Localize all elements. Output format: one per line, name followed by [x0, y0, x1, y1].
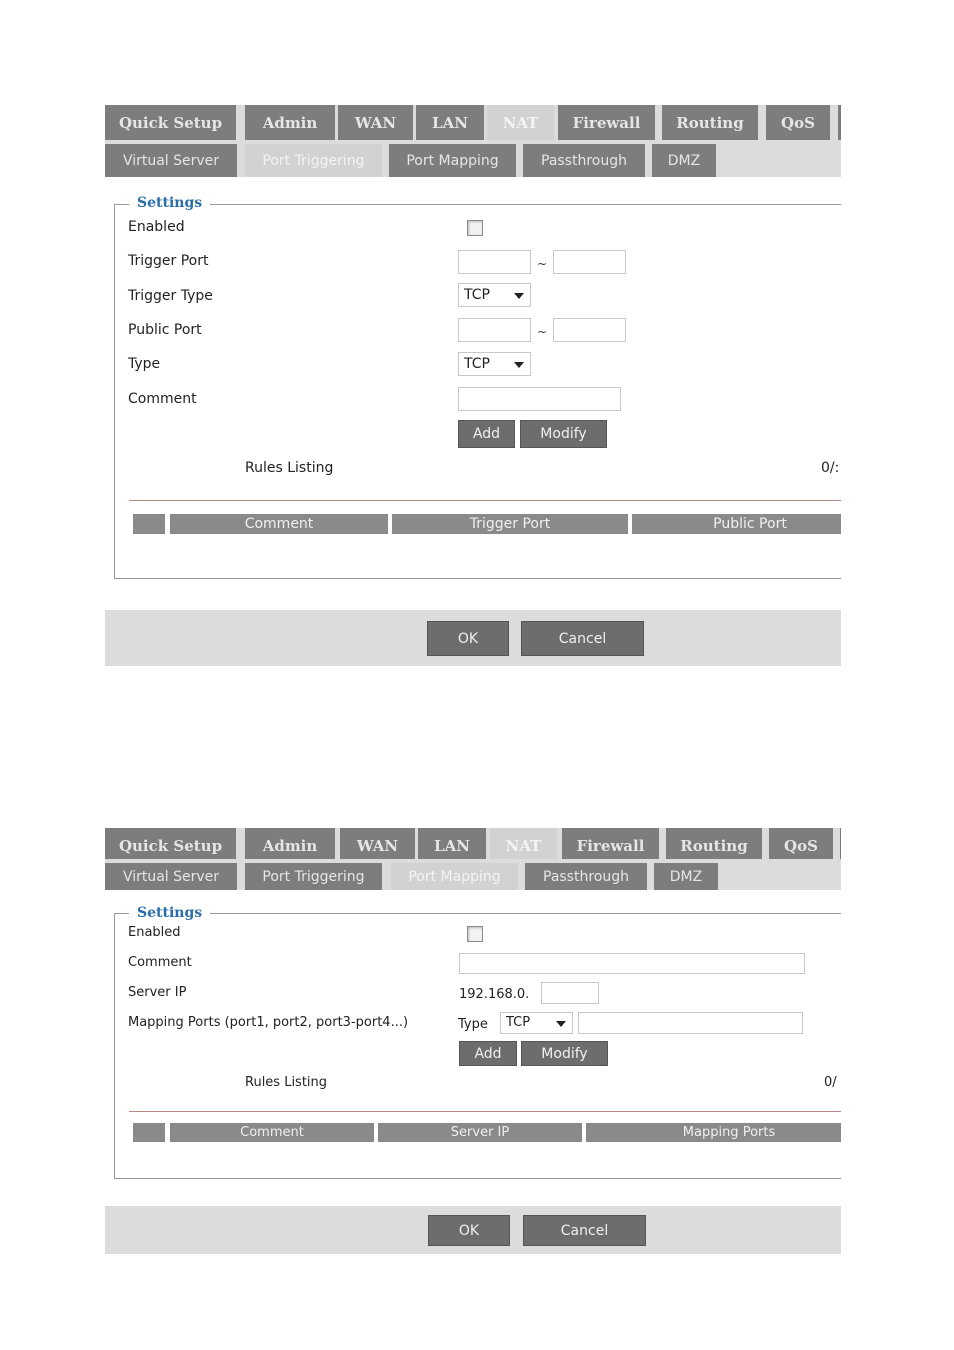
divider [129, 1111, 841, 1112]
trigger-port-to-input[interactable] [553, 250, 626, 274]
add-button[interactable]: Add [459, 1041, 517, 1066]
type-select[interactable] [458, 352, 531, 376]
chevron-down-icon [514, 362, 524, 368]
modify-button[interactable]: Modify [521, 1041, 608, 1066]
table-header-select [133, 1123, 165, 1142]
tab-virtual-server[interactable]: Virtual Server [105, 863, 237, 890]
footer-bar [105, 610, 841, 666]
sub-tab-bar [105, 140, 841, 177]
enabled-label: Enabled [128, 925, 181, 940]
cancel-button[interactable]: Cancel [523, 1215, 646, 1246]
mapping-ports-input[interactable] [578, 1012, 803, 1034]
tab-port-mapping[interactable]: Port Mapping [391, 863, 518, 890]
chevron-down-icon [514, 293, 524, 299]
port-mapping-panel [105, 828, 841, 1254]
table-header-comment: Comment [170, 1123, 374, 1142]
cancel-button[interactable]: Cancel [521, 621, 644, 656]
trigger-port-label: Trigger Port [128, 253, 209, 269]
modify-button[interactable]: Modify [520, 420, 607, 448]
tab-admin[interactable]: Admin [245, 828, 336, 863]
footer-bar [105, 1206, 841, 1254]
enabled-checkbox[interactable] [467, 220, 483, 236]
tab-nat[interactable]: NAT [490, 828, 558, 863]
range-separator: ~ [537, 325, 548, 339]
server-ip-label: Server IP [128, 985, 187, 1000]
enabled-checkbox[interactable] [467, 926, 483, 942]
tab-passthrough[interactable]: Passthrough [525, 863, 647, 890]
comment-label: Comment [128, 955, 192, 970]
table-header-select [133, 514, 165, 534]
tab-quick-setup[interactable]: Quick Setup [105, 105, 237, 140]
tab-lan[interactable]: LAN [416, 105, 485, 140]
public-port-from-input[interactable] [458, 318, 531, 342]
tab-qos[interactable]: QoS [769, 828, 834, 863]
table-header-public-port: Public Port [632, 514, 841, 534]
table-header-comment: Comment [170, 514, 388, 534]
public-port-to-input[interactable] [553, 318, 626, 342]
type-select[interactable] [500, 1012, 573, 1034]
tab-routing[interactable]: Routing [662, 105, 759, 140]
tab-quick-setup[interactable]: Quick Setup [105, 828, 237, 863]
tab-wan[interactable]: WAN [338, 105, 414, 140]
sub-tab-bar [105, 859, 841, 890]
tab-firewall[interactable]: Firewall [558, 105, 656, 140]
settings-legend: Settings [129, 195, 210, 211]
tab-wan[interactable]: WAN [340, 828, 416, 863]
type-value: TCP [506, 1015, 531, 1030]
tab-port-mapping[interactable]: Port Mapping [389, 144, 516, 177]
range-separator: ~ [537, 257, 548, 271]
type-label: Type [128, 356, 161, 372]
tab-admin[interactable]: Admin [245, 105, 336, 140]
add-button[interactable]: Add [458, 420, 515, 448]
tab-lan[interactable]: LAN [418, 828, 487, 863]
table-header-mapping-ports: Mapping Ports [586, 1123, 841, 1142]
trigger-type-label: Trigger Type [128, 288, 213, 304]
tab-passthrough[interactable]: Passthrough [523, 144, 645, 177]
tab-firewall[interactable]: Firewall [562, 828, 660, 863]
table-header-trigger-port: Trigger Port [392, 514, 628, 534]
main-tab-bar [105, 828, 841, 863]
tab-overflow [838, 105, 841, 140]
rules-listing-label: Rules Listing [245, 1075, 328, 1090]
tab-routing[interactable]: Routing [666, 828, 763, 863]
rules-listing-label: Rules Listing [245, 460, 334, 476]
server-ip-prefix: 192.168.0. [459, 987, 530, 1002]
comment-label: Comment [128, 391, 197, 407]
tab-port-triggering[interactable]: Port Triggering [245, 863, 382, 890]
comment-input[interactable] [459, 953, 805, 974]
chevron-down-icon [556, 1021, 566, 1027]
table-header-server-ip: Server IP [378, 1123, 582, 1142]
tab-port-triggering[interactable]: Port Triggering [245, 144, 382, 177]
tab-virtual-server[interactable]: Virtual Server [105, 144, 237, 177]
ok-button[interactable]: OK [428, 1215, 510, 1246]
main-tab-bar [105, 105, 841, 140]
tab-dmz[interactable]: DMZ [652, 144, 716, 177]
ok-button[interactable]: OK [427, 621, 509, 656]
type-label: Type [458, 1017, 488, 1032]
public-port-label: Public Port [128, 322, 202, 338]
rules-count: 0/: [821, 460, 840, 476]
tab-dmz[interactable]: DMZ [654, 863, 718, 890]
tab-qos[interactable]: QoS [766, 105, 831, 140]
trigger-port-from-input[interactable] [458, 250, 531, 274]
tab-nat[interactable]: NAT [487, 105, 555, 140]
comment-input[interactable] [458, 387, 621, 411]
enabled-label: Enabled [128, 219, 185, 235]
settings-legend: Settings [129, 905, 210, 921]
trigger-type-value: TCP [464, 287, 490, 303]
rules-count: 0/ [824, 1075, 837, 1090]
port-triggering-panel [105, 105, 841, 666]
server-ip-input[interactable] [541, 982, 599, 1004]
divider [129, 500, 841, 501]
tab-overflow [840, 828, 841, 863]
trigger-type-select[interactable] [458, 283, 531, 307]
type-value: TCP [464, 356, 490, 372]
mapping-ports-label: Mapping Ports (port1, port2, port3-port4...) [128, 1015, 409, 1030]
